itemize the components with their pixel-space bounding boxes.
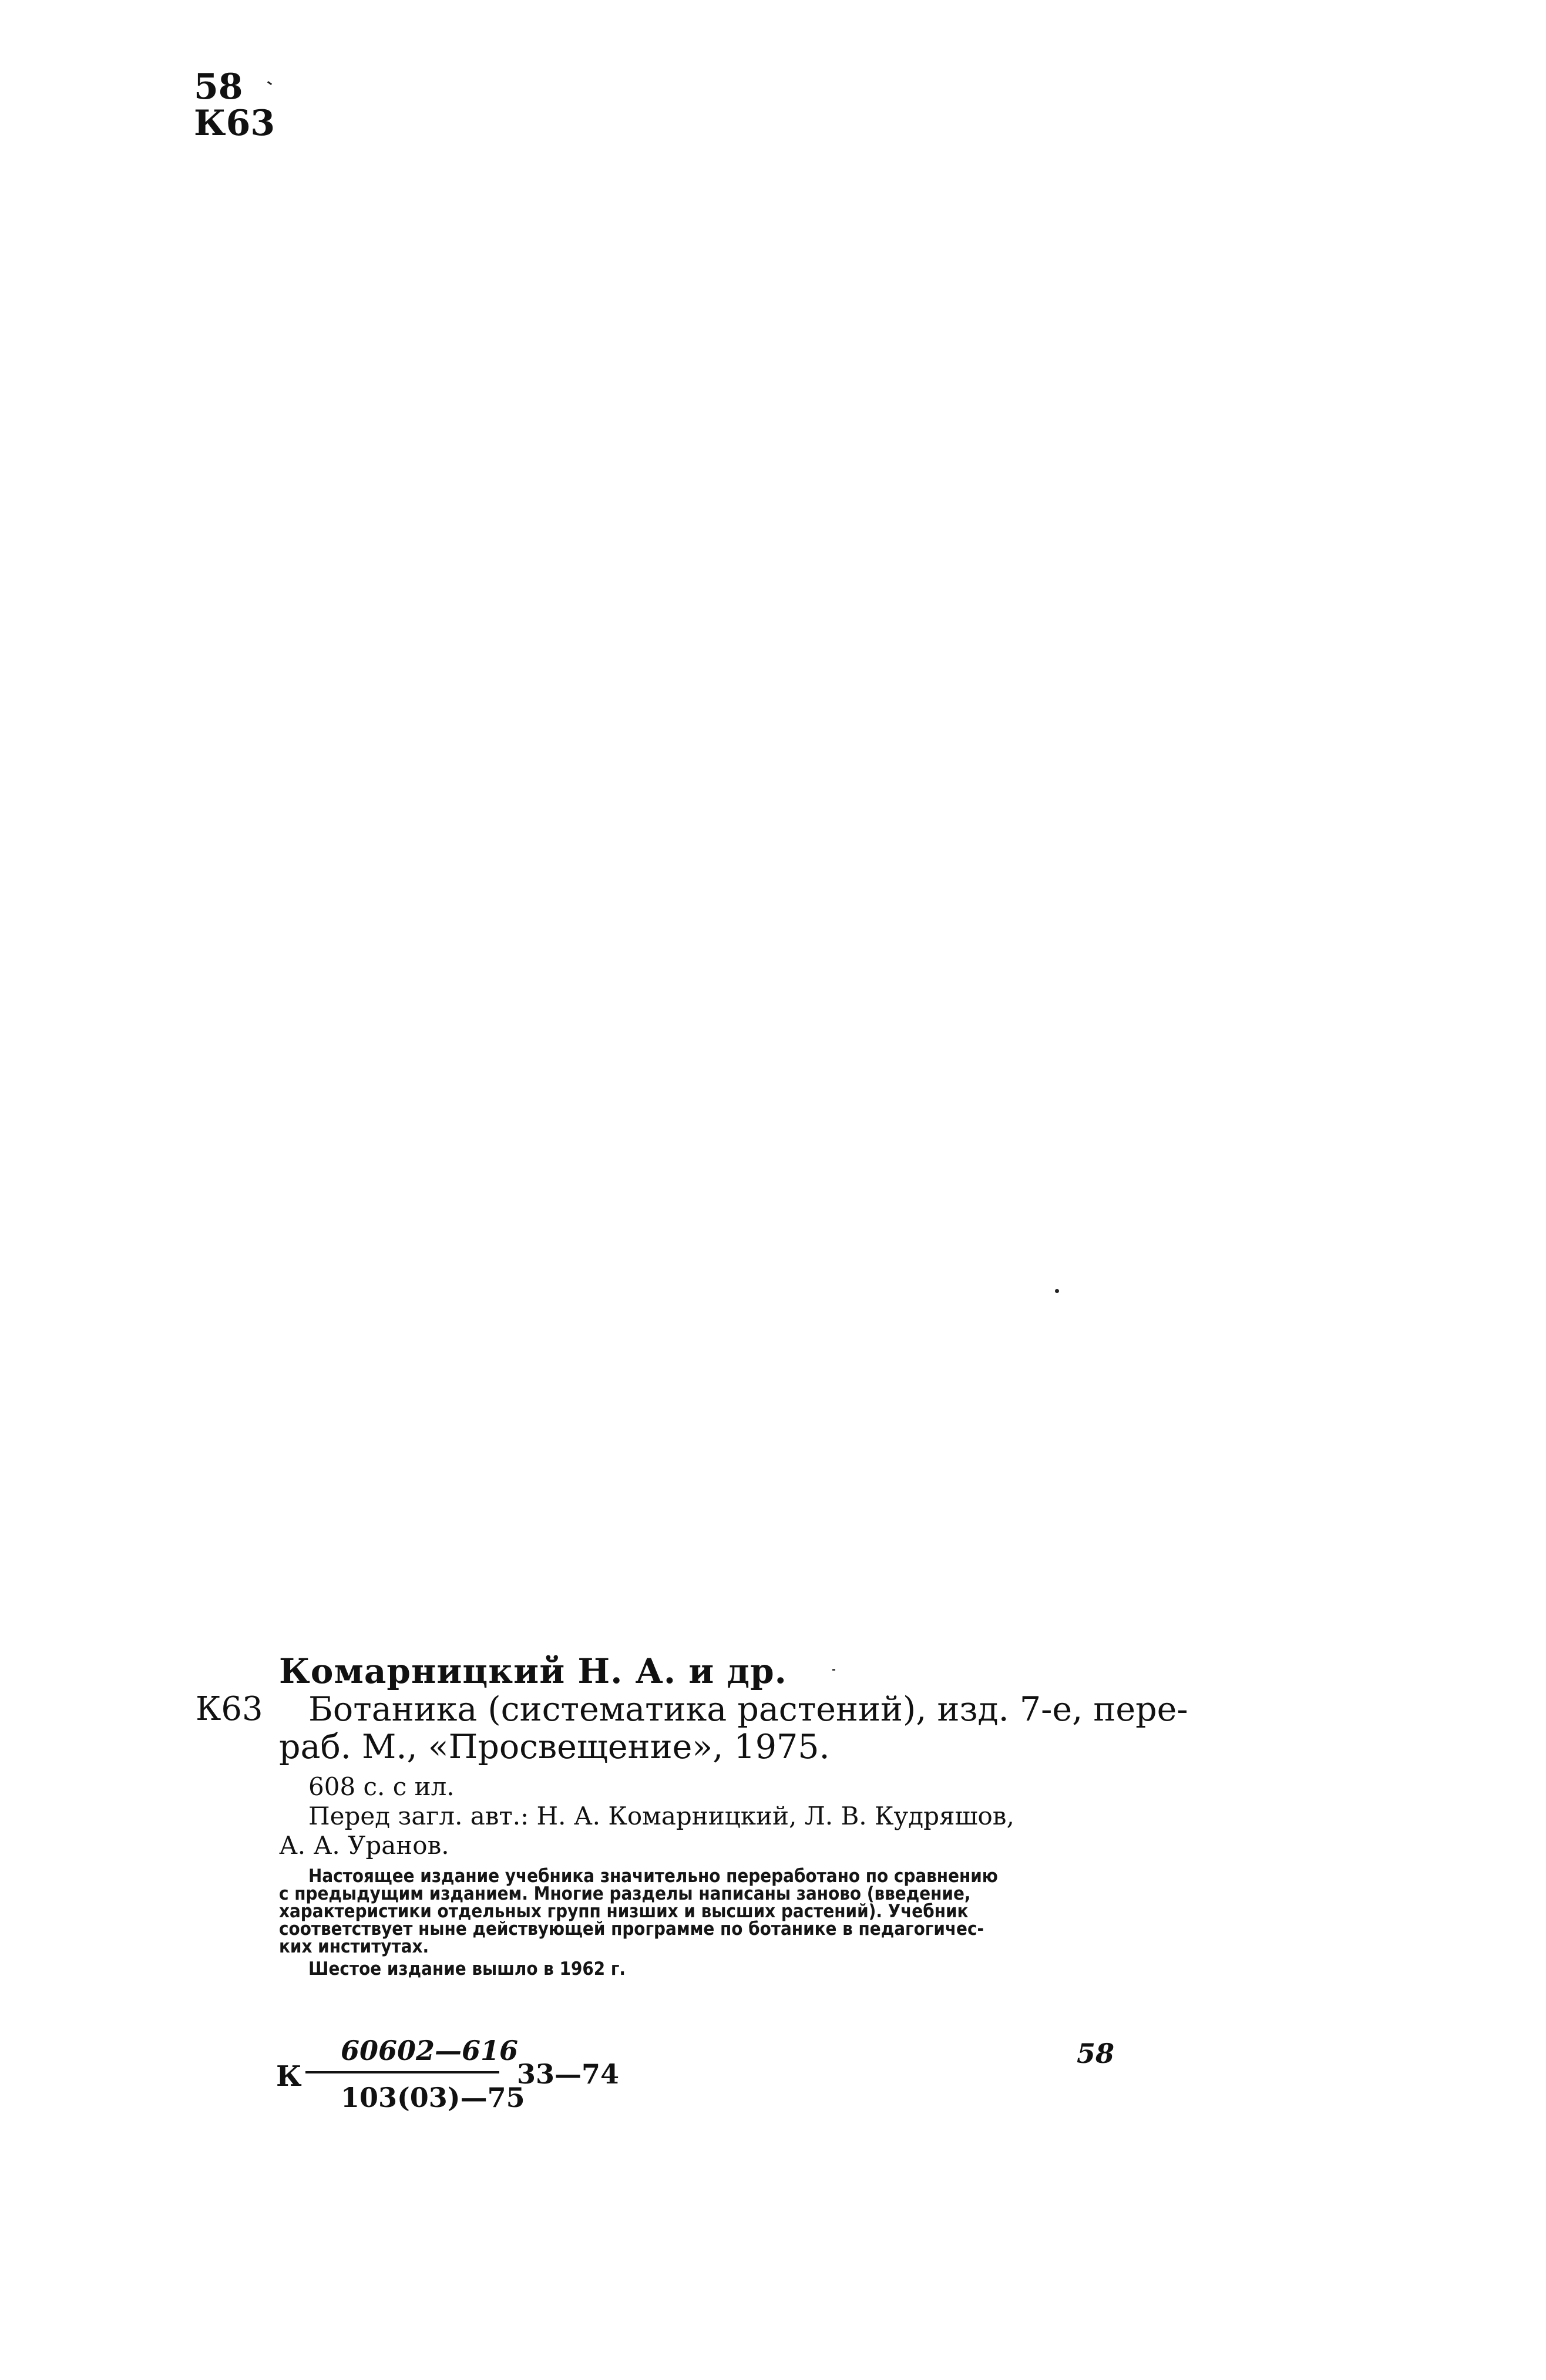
catalog-index-letter: К [276, 2060, 302, 2093]
annotation-line: ких институтах. [279, 1936, 429, 1957]
annotation-line: характеристики отдельных групп низших и высших растений). Учебник [279, 1901, 969, 1922]
card-authors-line-2: А. А. Уранов. [279, 1831, 449, 1860]
previous-edition-note: Шестое издание вышло в 1962 г. [308, 1958, 626, 1980]
author-code-top: К63 [194, 103, 275, 144]
card-title-line-2: раб. М., «Просвещение», 1975. [279, 1728, 830, 1766]
fraction-bar [305, 2071, 499, 2073]
card-pages: 608 с. с ил. [308, 1772, 455, 1801]
card-authors-line-1: Перед загл. авт.: Н. А. Комарницкий, Л. В. Кудряшов, [308, 1802, 1014, 1830]
stray-dot [1055, 1289, 1059, 1293]
card-author-code: К63 [196, 1690, 263, 1728]
card-title-line-1: Ботаника (систематика растений), изд. 7-е, пере- [308, 1690, 1188, 1729]
card-author: Комарницкий Н. А. и др. [279, 1651, 787, 1691]
catalog-index-denominator: 103(03)—75 [341, 2082, 525, 2113]
stray-mark-2 [832, 1669, 835, 1671]
catalog-index-numerator: 60602—616 [341, 2035, 519, 2066]
stray-mark [267, 81, 272, 85]
udc-code-bottom: 58 [1077, 2038, 1115, 2069]
catalog-index-suffix: 33—74 [517, 2058, 620, 2090]
annotation-line: с предыдущим изданием. Многие разделы написаны заново (введение, [279, 1883, 971, 1904]
annotation-line: Настоящее издание учебника значительно переработано по сравнению [308, 1866, 998, 1887]
udc-code-top: 58 [194, 66, 243, 107]
annotation-line: соответствует ныне действующей программе по ботанике в педагогичес- [279, 1918, 984, 1940]
